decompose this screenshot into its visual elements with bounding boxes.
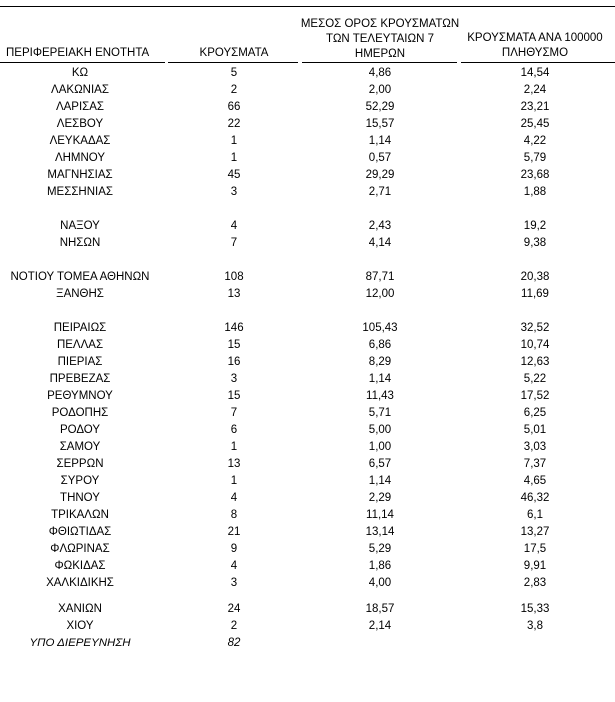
table-row <box>0 269 615 286</box>
cases-cell: 3 <box>230 577 238 589</box>
average-cell: 12,00 <box>365 288 395 300</box>
cases-cell: 7 <box>230 407 238 419</box>
top-border <box>0 6 615 7</box>
cases-cell: 2 <box>230 84 238 96</box>
per-100k-cell: 19,2 <box>523 220 547 232</box>
table-row <box>0 601 615 618</box>
per-100k-cell: 13,27 <box>520 526 550 538</box>
table-row <box>0 473 615 490</box>
table-row <box>0 507 615 524</box>
header-per-100k <box>455 31 615 61</box>
average-cell: 5,29 <box>368 543 392 555</box>
region-cell: ΦΩΚΙΔΑΣ <box>54 560 106 572</box>
per-100k-cell: 23,21 <box>520 101 550 113</box>
cases-cell: 22 <box>227 118 241 130</box>
table-row <box>0 558 615 575</box>
cases-cell: 3 <box>230 373 238 385</box>
average-cell: 8,29 <box>368 356 392 368</box>
region-cell: ΜΑΓΝΗΣΙΑΣ <box>47 169 113 181</box>
per-100k-cell: 25,45 <box>520 118 550 130</box>
cases-cell: 8 <box>230 509 238 521</box>
region-cell: ΧΑΝΙΩΝ <box>58 603 102 615</box>
per-100k-cell: 4,65 <box>523 475 547 487</box>
table-row <box>0 82 615 99</box>
region-cell: ΜΕΣΣΗΝΙΑΣ <box>46 186 114 198</box>
region-cell: ΧΙΟΥ <box>66 620 94 632</box>
per-100k-cell: 3,8 <box>527 620 543 632</box>
header-avg-line2: ΤΩΝ ΤΕΛΕΥΤΑΙΩΝ 7 <box>326 33 434 45</box>
per-100k-cell: 17,5 <box>523 543 547 555</box>
header-rule-avg <box>302 62 457 63</box>
region-cell: ΠΕΙΡΑΙΩΣ <box>53 322 107 334</box>
cases-cell: 146 <box>224 322 244 334</box>
average-cell: 15,57 <box>365 118 395 130</box>
region-cell: ΝΗΣΩΝ <box>59 237 101 249</box>
region-cell: ΛΑΚΩΝΙΑΣ <box>51 84 109 96</box>
region-cell: ΣΕΡΡΩΝ <box>56 458 104 470</box>
average-cell: 13,14 <box>365 526 395 538</box>
average-cell: 4,14 <box>368 237 392 249</box>
per-100k-cell: 32,52 <box>520 322 550 334</box>
table-row <box>0 150 615 167</box>
cases-cell: 66 <box>227 101 241 113</box>
region-cell: ΛΗΜΝΟΥ <box>54 152 106 164</box>
per-100k-cell: 17,52 <box>520 390 550 402</box>
table-row <box>0 286 615 303</box>
average-cell: 1,14 <box>368 475 392 487</box>
per-100k-cell: 23,68 <box>520 169 550 181</box>
cases-cell: 82 <box>227 637 241 649</box>
cases-cell: 45 <box>227 169 241 181</box>
cases-cell: 15 <box>227 390 241 402</box>
per-100k-cell: 5,01 <box>523 424 547 436</box>
header-rule-cases <box>168 62 298 63</box>
average-cell: 2,29 <box>368 492 392 504</box>
table-row <box>0 133 615 150</box>
table-row <box>0 337 615 354</box>
average-cell: 0,57 <box>368 152 392 164</box>
average-cell: 2,43 <box>368 220 392 232</box>
cases-cell: 108 <box>224 271 244 283</box>
cases-cell: 6 <box>230 424 238 436</box>
cases-cell: 1 <box>230 135 238 147</box>
header-avg-line3: ΗΜΕΡΩΝ <box>354 48 406 60</box>
cases-cell: 3 <box>230 186 238 198</box>
cases-cell: 1 <box>230 441 238 453</box>
cases-cell: 16 <box>227 356 241 368</box>
per-100k-cell: 20,38 <box>520 271 550 283</box>
per-100k-cell: 5,79 <box>523 152 547 164</box>
per-100k-cell: 14,54 <box>520 67 550 79</box>
cases-cell: 13 <box>227 458 241 470</box>
table-row <box>0 456 615 473</box>
region-cell: ΞΑΝΘΗΣ <box>56 288 104 300</box>
table-row <box>0 65 615 82</box>
table-row <box>0 371 615 388</box>
per-100k-cell: 6,25 <box>523 407 547 419</box>
region-cell: ΡΟΔΟΠΗΣ <box>51 407 109 419</box>
cases-cell: 21 <box>227 526 241 538</box>
cases-cell: 5 <box>230 67 238 79</box>
region-cell: ΤΗΝΟΥ <box>60 492 100 504</box>
table-row <box>0 167 615 184</box>
region-cell: ΧΑΛΚΙΔΙΚΗΣ <box>46 577 114 589</box>
table-row <box>0 388 615 405</box>
per-100k-cell: 4,22 <box>523 135 547 147</box>
table-row <box>0 116 615 133</box>
region-cell: ΦΘΙΩΤΙΔΑΣ <box>48 526 112 538</box>
region-cell: ΝΟΤΙΟΥ ΤΟΜΕΑ ΑΘΗΝΩΝ <box>10 271 150 283</box>
average-cell: 1,14 <box>368 373 392 385</box>
region-cell: ΛΕΥΚΑΔΑΣ <box>49 135 111 147</box>
region-cell: ΝΑΞΟΥ <box>60 220 100 232</box>
cases-cell: 13 <box>227 288 241 300</box>
average-cell: 6,86 <box>368 339 392 351</box>
per-100k-cell: 6,1 <box>527 509 543 521</box>
region-cell: ΣΥΡΟΥ <box>60 475 100 487</box>
region-cell: ΛΕΣΒΟΥ <box>56 118 104 130</box>
table-row <box>0 422 615 439</box>
region-cell: ΠΙΕΡΙΑΣ <box>57 356 103 368</box>
average-cell: 2,71 <box>368 186 392 198</box>
average-cell: 4,86 <box>368 67 392 79</box>
header-pop-line1: ΚΡΟΥΣΜΑΤΑ ΑΝΑ 100000 <box>467 32 603 44</box>
average-cell: 18,57 <box>365 603 395 615</box>
region-cell: ΛΑΡΙΣΑΣ <box>55 101 105 113</box>
per-100k-cell: 3,03 <box>523 441 547 453</box>
cases-cell: 7 <box>230 237 238 249</box>
cases-cell: 4 <box>230 492 238 504</box>
region-cell: ΤΡΙΚΑΛΩΝ <box>51 509 109 521</box>
table-row <box>0 541 615 558</box>
region-cell: ΡΟΔΟΥ <box>59 424 101 436</box>
header-region: ΠΕΡΙΦΕΡΕΙΑΚΗ ΕΝΟΤΗΤΑ <box>6 47 150 59</box>
average-cell: 5,71 <box>368 407 392 419</box>
average-cell: 11,14 <box>366 509 394 521</box>
per-100k-cell: 5,22 <box>523 373 547 385</box>
per-100k-cell: 9,91 <box>523 560 547 572</box>
header-rule-pop <box>461 62 615 63</box>
cases-cell: 2 <box>230 620 238 632</box>
per-100k-cell: 2,24 <box>523 84 547 96</box>
table-row <box>0 184 615 201</box>
cases-cell: 24 <box>227 603 241 615</box>
region-cell: ΡΕΘΥΜΝΟΥ <box>47 390 113 402</box>
header-seven-day-average <box>300 17 460 62</box>
per-100k-cell: 12,63 <box>520 356 550 368</box>
table-row <box>0 405 615 422</box>
table-row <box>0 235 615 252</box>
average-cell: 2,00 <box>368 84 392 96</box>
average-cell: 52,29 <box>365 101 395 113</box>
header-cases: ΚΡΟΥΣΜΑΤΑ <box>199 47 269 59</box>
table-row <box>0 320 615 337</box>
average-cell: 2,14 <box>368 620 392 632</box>
average-cell: 1,86 <box>368 560 392 572</box>
per-100k-cell: 2,83 <box>523 577 547 589</box>
cases-cell: 1 <box>230 152 238 164</box>
table-row <box>0 99 615 116</box>
table-row <box>0 524 615 541</box>
average-cell: 87,71 <box>365 271 395 283</box>
cases-cell: 1 <box>230 475 238 487</box>
table-row <box>0 635 615 652</box>
table-row <box>0 439 615 456</box>
header-rule-region <box>0 62 165 63</box>
per-100k-cell: 1,88 <box>523 186 547 198</box>
average-cell: 105,43 <box>362 322 398 334</box>
header-pop-line2: ΠΛΗΘΥΣΜΟ <box>501 47 569 59</box>
per-100k-cell: 11,69 <box>521 288 549 300</box>
table-row <box>0 618 615 635</box>
cases-cell: 4 <box>230 220 238 232</box>
average-cell: 6,57 <box>368 458 392 470</box>
per-100k-cell: 9,38 <box>523 237 547 249</box>
table-row <box>0 575 615 592</box>
region-cell: ΣΑΜΟΥ <box>59 441 101 453</box>
average-cell: 1,00 <box>368 441 392 453</box>
region-cell: ΠΡΕΒΕΖΑΣ <box>49 373 111 385</box>
average-cell: 29,29 <box>365 169 395 181</box>
region-cell: ΚΩ <box>71 67 89 79</box>
cases-cell: 4 <box>230 560 238 572</box>
table-row <box>0 218 615 235</box>
average-cell: 1,14 <box>368 135 392 147</box>
average-cell: 4,00 <box>368 577 392 589</box>
region-cell: ΥΠΟ ΔΙΕΡΕΥΝΗΣΗ <box>29 637 131 649</box>
cases-cell: 15 <box>227 339 241 351</box>
average-cell: 11,43 <box>366 390 394 402</box>
table-row <box>0 354 615 371</box>
cases-cell: 9 <box>230 543 238 555</box>
region-cell: ΠΕΛΛΑΣ <box>56 339 104 351</box>
per-100k-cell: 46,32 <box>520 492 550 504</box>
average-cell: 5,00 <box>368 424 392 436</box>
header-avg-line1: ΜΕΣΟΣ ΟΡΟΣ ΚΡΟΥΣΜΑΤΩΝ <box>300 18 460 30</box>
region-cell: ΦΛΩΡΙΝΑΣ <box>50 543 110 555</box>
per-100k-cell: 10,74 <box>520 339 550 351</box>
table-row <box>0 490 615 507</box>
per-100k-cell: 7,37 <box>523 458 547 470</box>
per-100k-cell: 15,33 <box>520 603 550 615</box>
